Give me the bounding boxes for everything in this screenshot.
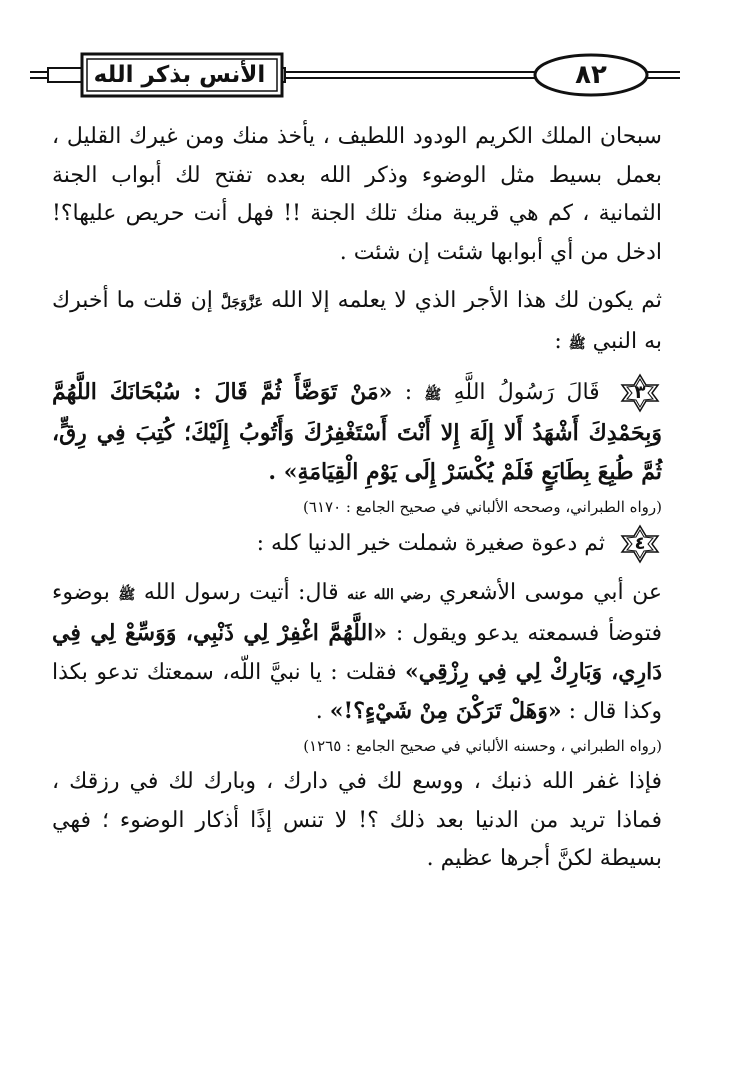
page-number: ٨٢ <box>575 60 607 90</box>
honorific-azza: عَزَّوَجَلَّ <box>220 295 264 311</box>
paragraph-2 <box>52 282 662 363</box>
salla-mark: ﷺ <box>568 335 586 352</box>
hadith-3 <box>52 373 662 492</box>
salla-mark: ﷺ <box>424 387 442 403</box>
hadith-4-end: . <box>315 699 323 724</box>
hadith-4-text-b: فقلت : يا نبيَّ اللّه، سمعتك تدعو بكذا وكذا قال : <box>52 660 662 724</box>
hadith-3-source: (رواه الطبراني، وصححه الألباني في صحيح الجامع : ٦١٧٠) <box>303 498 662 516</box>
number-star-icon <box>618 373 662 413</box>
radi-mark: رضي الله عنه <box>347 587 431 603</box>
header-title: الأنس بذكر الله <box>93 62 266 88</box>
salla-mark: ﷺ <box>118 587 136 603</box>
hadith-4-said: قال: أتيت رسول الله <box>143 580 339 605</box>
hadith-4-text-a: بوضوء فتوضأ فسمعته يدعو ويقول : <box>52 580 663 646</box>
page-content <box>52 118 662 879</box>
hadith-4-intro-line <box>52 524 662 564</box>
p2-text-a: ثم يكون لك هذا الأجر الذي لا يعلمه إلا الله <box>271 288 662 313</box>
hadith-3-text: «مَنْ تَوَضَّأَ ثُمَّ قَالَ : سُبْحَانَكَ اللَّهُمَّ وَبِحَمْدِكَ أَشْهَدُ أَلا إِلَهَ إِلا أَنْتَ أَسْتَغْفِرُكَ وَأَتُوبُ إِلَيْكَ؛ كُتِبَ فِي رِقٍّ، ثُمَّ طُبِعَ بِطَابَعٍ فَلَمْ يُكْسَرْ إِلَى يَوْمِ الْقِيَامَةِ» . <box>52 379 662 485</box>
hadith-4-intro: ثم دعوة صغيرة شملت خير الدنيا كله : <box>256 531 605 556</box>
p2-text-b: إن قلت ما أخبرك به النبي <box>52 288 662 354</box>
hadith-4 <box>52 574 662 731</box>
hadith-4-source: (رواه الطبراني ، وحسنه الألباني في صحيح الجامع : ١٢٦٥) <box>303 737 662 755</box>
p2-colon: : <box>554 328 562 354</box>
conclusion-paragraph: فإذا غفر الله ذنبك ، ووسع لك في دارك ، وبارك لك في رزقك ، فماذا تريد من الدنيا بعد ذلك ؟! لا تنس إذًا أذكار الوضوء ؛ فهي بسيطة لكنَّ أجرها عظيم . <box>52 769 662 871</box>
hadith-4-number: ٤ <box>634 533 646 554</box>
hadith-3-number: ٣ <box>634 382 646 403</box>
hadith-4-dua: «اللَّهُمَّ اغْفِرْ لِي ذَنْبِي، وَوَسِّعْ لِي فِي دَارِي، وَبَارِكْ لِي فِي رِزْقِي» <box>52 620 662 685</box>
page-header <box>30 48 680 102</box>
number-star-icon <box>618 524 662 564</box>
paragraph-1: سبحان الملك الكريم الودود اللطيف ، يأخذ منك ومن غيرك القليل ، بعمل بسيط مثل الوضوء وذكر الله بعده تفتح لك أبواب الجنة الثمانية ، كم هي قريبة منك تلك الجنة !! فهل أنت حريص عليها؟! ادخل من أي أبوابها شئت إن شئت . <box>52 124 662 265</box>
hadith-4-answer: «وَهَلْ تَرَكْنَ مِنْ شَيْءٍ؟!» <box>329 698 562 724</box>
hadith-4-narrator: عن أبي موسى الأشعري <box>439 580 663 605</box>
hadith-3-intro: قَالَ رَسُولُ اللَّهِ <box>453 380 600 405</box>
hadith-3-colon: : <box>404 380 413 405</box>
